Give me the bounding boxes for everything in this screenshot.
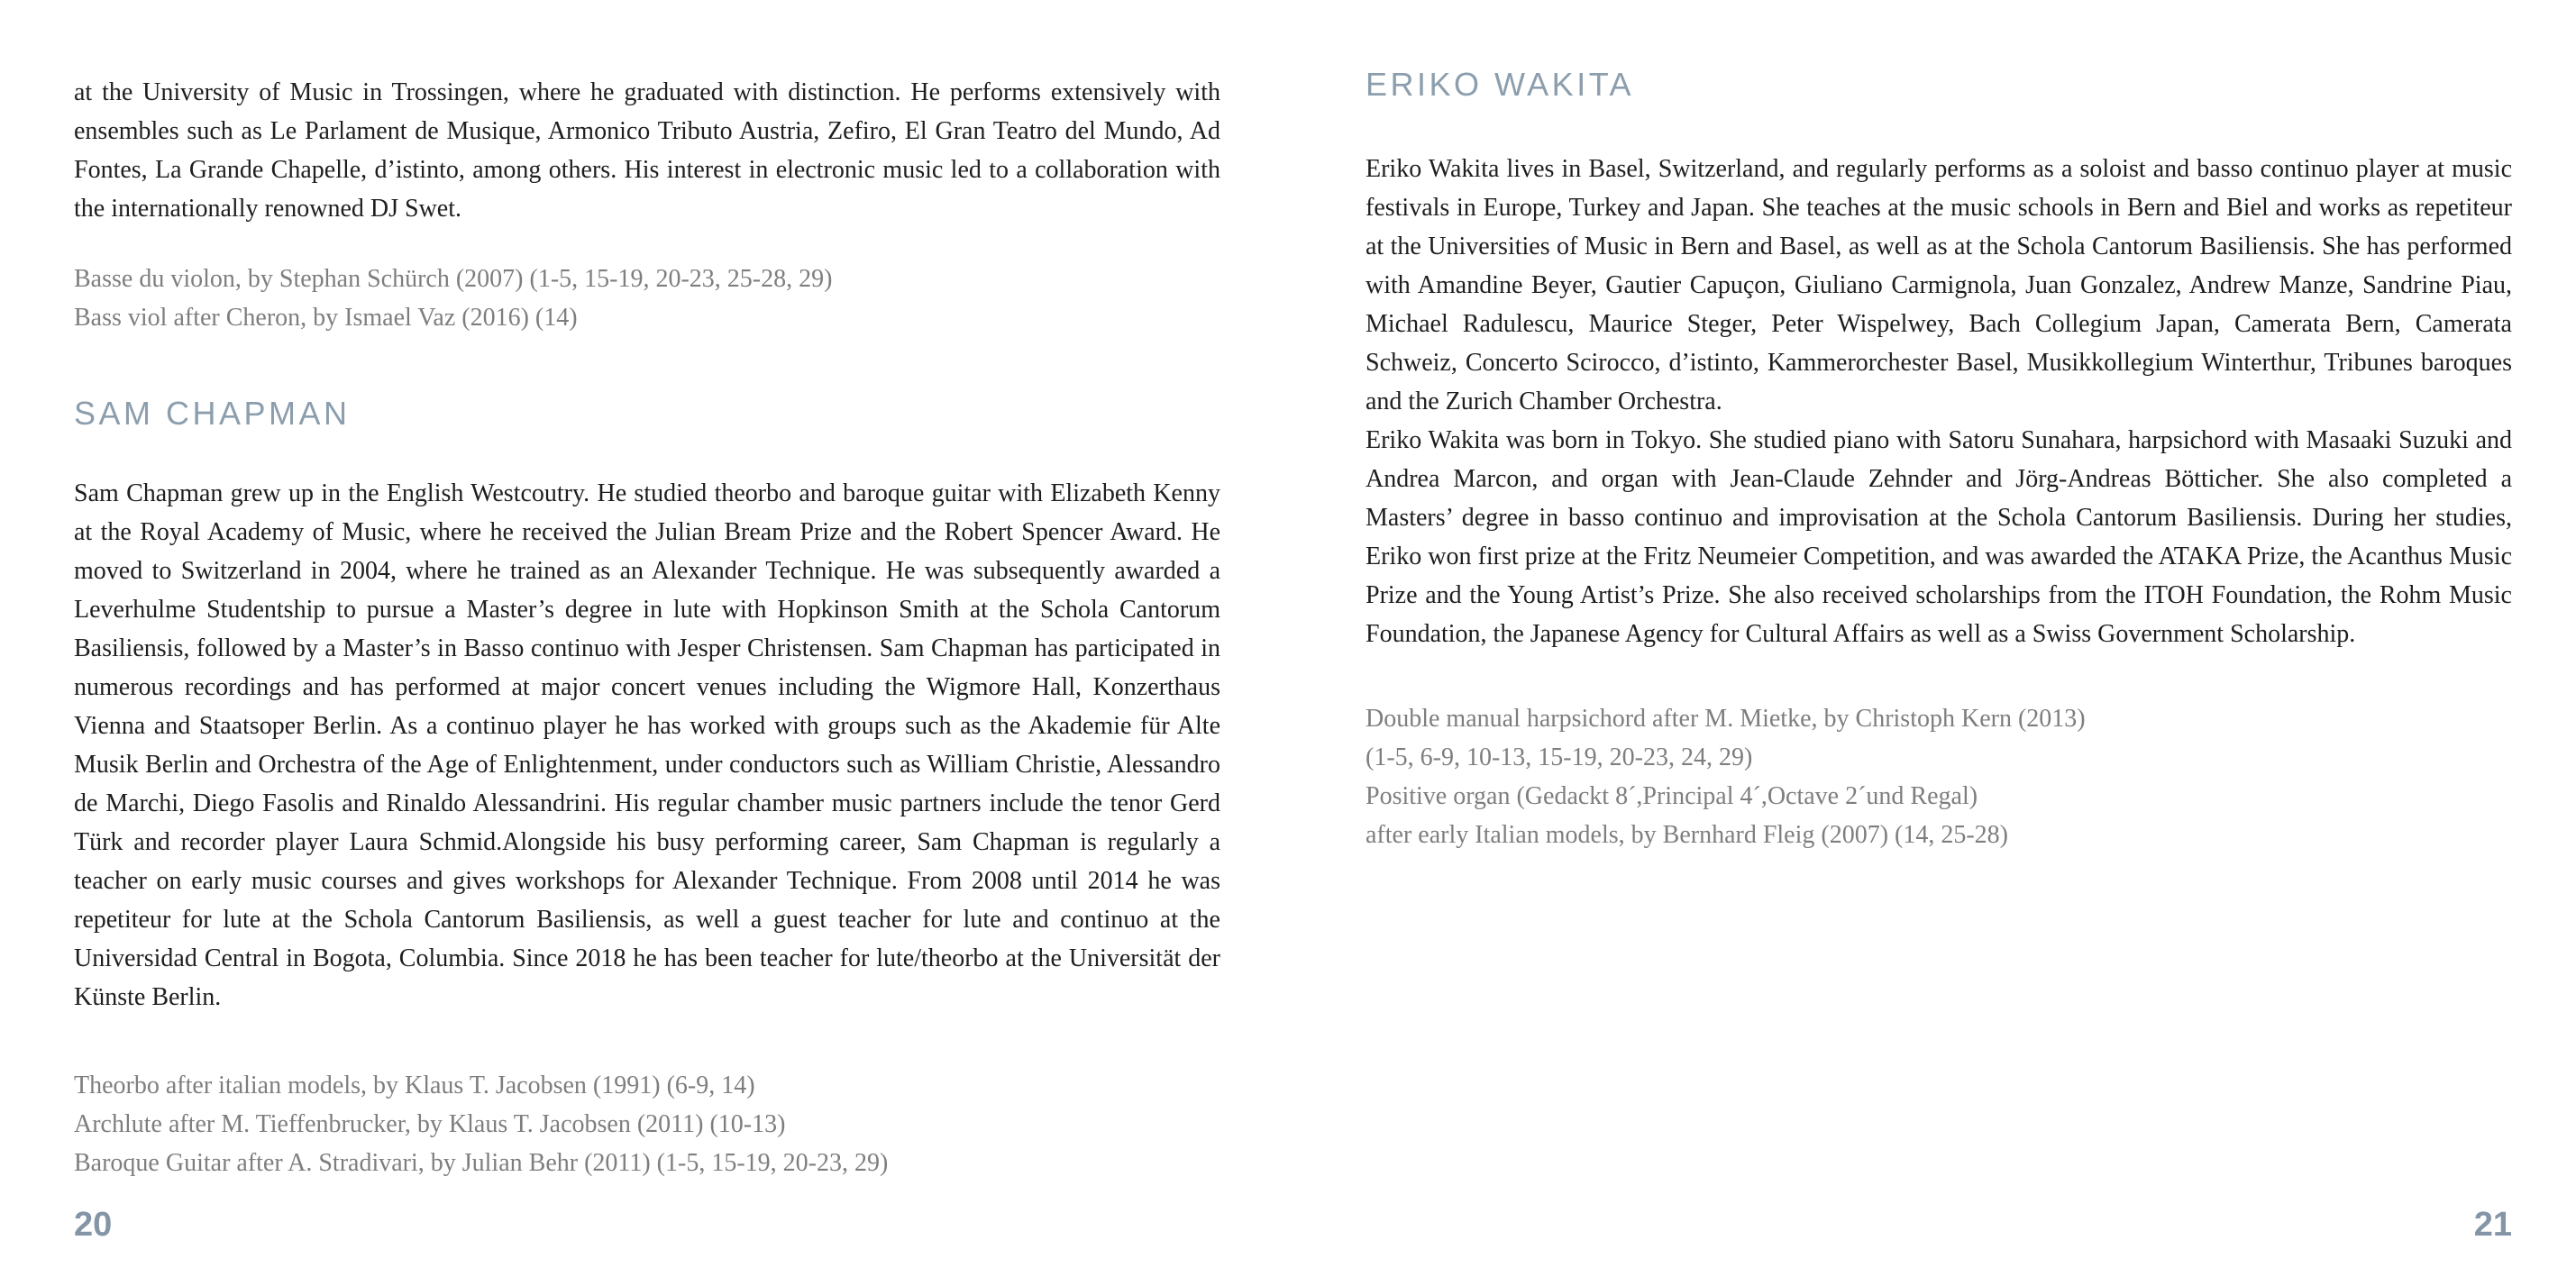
- instrument-credits-sam-chapman: [74, 1066, 1220, 1182]
- credit-line: Bass viol after Cheron, by Ismael Vaz (2016) (14): [74, 304, 578, 332]
- page-number-left: 20: [74, 1206, 113, 1244]
- instrument-credits-eriko-wakita: [1366, 699, 2512, 854]
- continuation-paragraph: at the University of Music in Trossingen, where he graduated with distinction. He performs extensively with ensembles such as Le Parlament de Musique, Armonico Tributo Austria, Zefiro, El Gran Teatro del Mundo, Ad Fontes, La Grande Chapelle, d’istinto, among others. His interest in electronic music led to a collaboration with the internationally renowned DJ Swet.: [74, 78, 1220, 223]
- bio-paragraph-eriko-wakita-2: Eriko Wakita was born in Tokyo. She studied piano with Satoru Sunahara, harpsichord with Masaaki Suzuki and Andrea Marcon, and organ with Jean-Claude Zehnder and Jörg-Andreas Bötticher. She also completed a Masters’ degree in basso continuo and improvisation at the Schola Cantorum Basiliensis. During her studies, Eriko won first prize at the Fritz Neumeier Competition, and was awarded the ATAKA Prize, the Acanthus Music Prize and the Young Artist’s Prize. She also received scholarships from the ITOH Foundation, the Rohm Music Foundation, the Japanese Agency for Cultural Affairs as well as a Swiss Government Scholarship.: [1366, 426, 2512, 648]
- bio-paragraph-eriko-wakita-1: Eriko Wakita lives in Basel, Switzerland, and regularly performs as a soloist and basso continuo player at music festivals in Europe, Turkey and Japan. She teaches at the music schools in Bern and Biel and works as repetiteur at the Universities of Music in Bern and Basel, as well as at the Schola Cantorum Basiliensis. She has performed with Amandine Beyer, Gautier Capuçon, Giuliano Carmignola, Juan Gonzalez, Andrew Manze, Sandrine Piau, Michael Radulescu, Maurice Steger, Peter Wispelwey, Bach Collegium Japan, Camerata Bern, Camerata Schweiz, Concerto Scirocco, d’istinto, Kammerorchester Basel, Musikkollegium Winterthur, Tribunes baroques and the Zurich Chamber Orchestra.: [1366, 155, 2512, 415]
- credit-line: Positive organ (Gedackt 8´,Principal 4´,Octave 2´und Regal): [1366, 782, 1978, 810]
- bio-eriko-wakita: [1366, 150, 2512, 653]
- credit-line: after early Italian models, by Bernhard Fleig (2007) (14, 25-28): [1366, 821, 2009, 849]
- instrument-credits-top: [74, 260, 1220, 337]
- credit-line: (1-5, 6-9, 10-13, 15-19, 20-23, 24, 29): [1366, 743, 1753, 771]
- page-21: [1288, 0, 2576, 1277]
- credit-line: Archlute after M. Tieffenbrucker, by Klaus T. Jacobsen (2011) (10-13): [74, 1110, 786, 1138]
- credit-line: Double manual harpsichord after M. Mietke, by Christoph Kern (2013): [1366, 705, 2086, 733]
- credit-line: Baroque Guitar after A. Stradivari, by Julian Behr (2011) (1-5, 15-19, 20-23, 29): [74, 1149, 889, 1177]
- artist-heading-eriko-wakita: ERIKO WAKITA: [1366, 66, 1635, 103]
- page-number-right: 21: [2473, 1206, 2512, 1244]
- credit-line: Theorbo after italian models, by Klaus T. Jacobsen (1991) (6-9, 14): [74, 1072, 755, 1099]
- bio-paragraph-sam-chapman: Sam Chapman grew up in the English Westcoutry. He studied theorbo and baroque guitar with Elizabeth Kenny at the Royal Academy of Music, where he received the Julian Bream Prize and the Robert Spencer Award. He moved to Switzerland in 2004, where he trained as an Alexander Technique. He was subsequently awarded a Leverhulme Studentship to pursue a Master’s degree in lute with Hopkinson Smith at the Schola Cantorum Basiliensis, followed by a Master’s in Basso continuo with Jesper Christensen. Sam Chapman has participated in numerous recordings and has performed at major concert venues including the Wigmore Hall, Konzerthaus Vienna and Staatsoper Berlin. As a continuo player he has worked with groups such as the Akademie für Alte Musik Berlin and Orchestra of the Age of Enlightenment, under conductors such as William Christie, Alessandro de Marchi, Diego Fasolis and Rinaldo Alessandrini. His regular chamber music partners include the tenor Gerd Türk and recorder player Laura Schmid.Alongside his busy performing career, Sam Chapman is regularly a teacher on early music courses and gives workshops for Alexander Technique. From 2008 until 2014 he was repetiteur for lute at the Schola Cantorum Basiliensis, as well a guest teacher for lute and continuo at the Universidad Central in Bogota, Columbia. Since 2018 he has been teacher for lute/theorbo at the Universität der Künste Berlin.: [74, 479, 1220, 1011]
- credit-line: Basse du violon, by Stephan Schürch (2007) (1-5, 15-19, 20-23, 25-28, 29): [74, 265, 833, 293]
- artist-heading-sam-chapman: SAM CHAPMAN: [74, 395, 351, 432]
